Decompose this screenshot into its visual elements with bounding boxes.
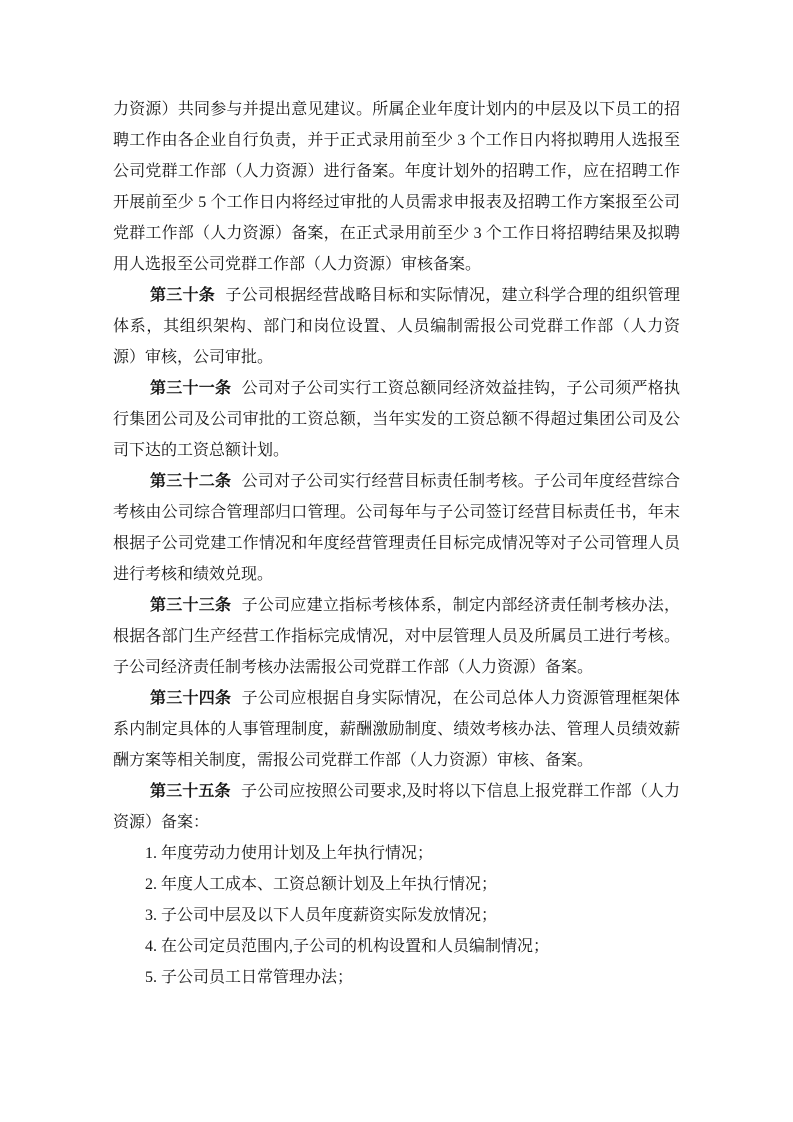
article-32-number: 第三十二条 xyxy=(150,473,232,490)
article-30-number: 第三十条 xyxy=(150,287,215,304)
article-32-text: 公司对子公司实行经营目标责任制考核。子公司年度经营综合考核由公司综合管理部归口管理。公司每年与子公司签订经营目标责任书，年末根据子公司党建工作情况和年度经营管理责任目标完成情况等对子公司管理人员进行考核和绩效兑现。 xyxy=(113,473,680,583)
list-item-5: 5. 子公司员工日常管理办法； xyxy=(145,969,354,986)
article-35-number: 第三十五条 xyxy=(150,783,231,800)
list-item-1: 1. 年度劳动力使用计划及上年执行情况； xyxy=(145,845,434,862)
list-item-2: 2. 年度人工成本、工资总额计划及上年执行情况； xyxy=(145,876,498,893)
article-33-paragraph xyxy=(113,590,680,683)
article-35-paragraph xyxy=(113,776,680,838)
list-item-3: 3. 子公司中层及以下人员年度薪资实际发放情况； xyxy=(145,907,498,924)
article-32-paragraph xyxy=(113,466,680,590)
article-31-paragraph xyxy=(113,373,680,466)
article-35-text: 子公司应按照公司要求,及时将以下信息上报党群工作部（人力资源）备案： xyxy=(113,783,680,831)
article-31-text: 公司对子公司实行工资总额同经济效益挂钩，子公司须严格执行集团公司及公司审批的工资总额，当年实发的工资总额不得超过集团公司及公司下达的工资总额计划。 xyxy=(113,380,680,459)
article-30-text: 子公司根据经营战略目标和实际情况，建立科学合理的组织管理体系，其组织架构、部门和岗位设置、人员编制需报公司党群工作部（人力资源）审核，公司审批。 xyxy=(113,287,680,366)
article-34-paragraph xyxy=(113,683,680,776)
article-34-number: 第三十四条 xyxy=(150,690,232,707)
list-item-4: 4. 在公司定员范围内,子公司的机构设置和人员编制情况； xyxy=(145,938,550,955)
article-34-text: 子公司应根据自身实际情况，在公司总体人力资源管理框架体系内制定具体的人事管理制度，薪酬激励制度、绩效考核办法、管理人员绩效薪酬方案等相关制度，需报公司党群工作部（人力资源）审核、备案。 xyxy=(113,690,680,769)
article-31-number: 第三十一条 xyxy=(150,380,232,397)
article-30-paragraph xyxy=(113,280,680,373)
article-33-text: 子公司应建立指标考核体系，制定内部经济责任制考核办法，根据各部门生产经营工作指标完成情况，对中层管理人员及所属员工进行考核。子公司经济责任制考核办法需报公司党群工作部（人力资源）备案。 xyxy=(113,597,680,676)
article-33-number: 第三十三条 xyxy=(150,597,232,614)
paragraph-continuation: 力资源）共同参与并提出意见建议。所属企业年度计划内的中层及以下员工的招聘工作由各企业自行负责，并于正式录用前至少 3 个工作日内将拟聘用人选报至公司党群工作部（人力资源）进行备案。年度计划外的招聘工作，应在招聘工作开展前至少 5 个工作日内将经过审批的人员需求申报表及招聘工作方案报至公司党群工作部（人力资源）备案，在正式录用前至少 3 个工作日将招聘结果及拟聘用人选报至公司党群工作部（人力资源）审核备案。 xyxy=(113,101,680,273)
